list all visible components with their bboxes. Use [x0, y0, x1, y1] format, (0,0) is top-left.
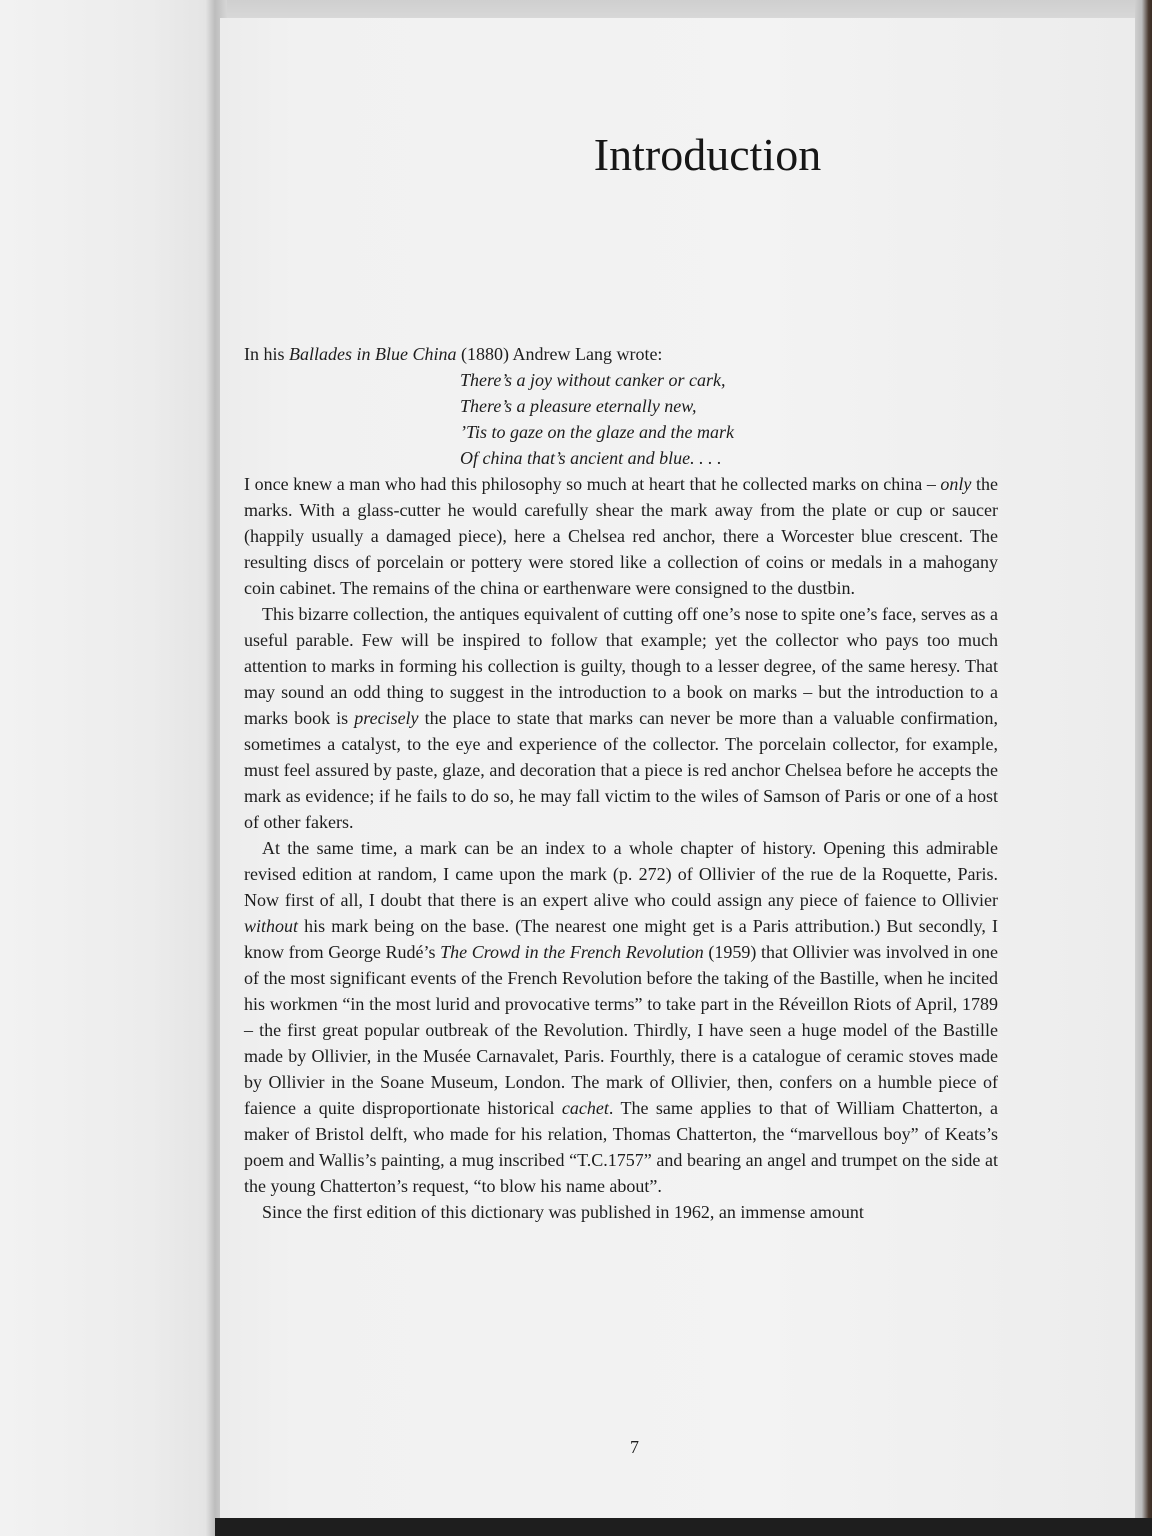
- text-run: At the same time, a mark can be an index to a whole chapter of history. Opening this admirable revised edition at random, I came upon the mark (p. 272) of Ollivier of the rue de la Roquette, Paris. Now first of all, I doubt that there is an expert alive who could assign any piece of faience to Ollivier: [244, 838, 998, 910]
- text-run: the marks. With a glass-cutter he would carefully shear the mark away from the plate or cup or saucer (happily usually a damaged piece), here a Chelsea red anchor, there a Worcester blue crescent. The resulting discs of porcelain or pottery were stored like a collection of coins or medals in a mahogany coin cabinet. The remains of the china or earthenware were consigned to the dustbin.: [244, 474, 998, 598]
- italic-run: only: [940, 474, 972, 494]
- poem-line: There’s a joy without canker or cark,: [460, 370, 726, 390]
- text-run: his mark being on the base. (The nearest one might get is a Paris attribution.) But secondly, I know from George Rudé’s: [244, 916, 998, 962]
- poem: [460, 367, 998, 471]
- intro-text: In his: [244, 344, 289, 364]
- italic-run: cachet: [561, 1098, 609, 1118]
- poem-line: Of china that’s ancient and blue. . . .: [460, 448, 722, 468]
- text-run: This bizarre collection, the antiques equivalent of cutting off one’s nose to spite one’s face, serves as a useful parable. Few will be inspired to follow that example; yet the collector who pays too much attention to marks in forming his collection is guilty, though to a lesser degree, of the same heresy. That may sound an odd thing to suggest in the introduction to a book on marks – but the introduction to a marks book is: [244, 604, 998, 728]
- body-text: [244, 341, 998, 1225]
- left-page: [0, 0, 215, 1536]
- paragraph-4: [244, 1199, 998, 1225]
- book-title: Ballades in Blue China: [289, 344, 457, 364]
- page-edge: [1135, 0, 1152, 1536]
- text-run: (1959) that Ollivier was involved in one of the most significant events of the French Revolution before the taking of the Bastille, when he incited his workmen “in the most lurid and provocative terms” to take part in the Réveillon Riots of April, 1789 – the first great popular outbreak of the Revolution. Thirdly, I have seen a huge model of the Bastille made by Ollivier, in the Musée Carnavalet, Paris. Fourthly, there is a catalogue of ceramic stoves made by Ollivier in the Soane Museum, London. The mark of Ollivier, then, confers on a humble piece of faience a quite disproportionate historical: [244, 942, 998, 1118]
- paragraph-3: [244, 835, 998, 1199]
- italic-run: without: [244, 916, 299, 936]
- italic-run: precisely: [354, 708, 419, 728]
- text-run: . The same applies to that of William Chatterton, a maker of Bristol delft, who made for his relation, Thomas Chatterton, the “marvellous boy” of Keats’s poem and Wallis’s painting, a mug inscribed “T.C.1757” and bearing an angel and trumpet on the side at the young Chatterton’s request, “to blow his name about”.: [244, 1098, 999, 1196]
- bottom-edge: [215, 1518, 1152, 1536]
- italic-run: The Crowd in the French Revolution: [440, 942, 704, 962]
- intro-line: [244, 341, 998, 367]
- text-run: the place to state that marks can never be more than a valuable confirmation, sometimes a catalyst, to the eye and experience of the collector. The porcelain collector, for example, must feel assured by paste, glaze, and decoration that a piece is red anchor Chelsea before he accepts the mark as evidence; if he fails to do so, he may fall victim to the wiles of Samson of Paris or one of a host of other fakers.: [244, 708, 998, 832]
- book-page: [220, 18, 1135, 1518]
- poem-line: ’Tis to gaze on the glaze and the mark: [460, 422, 734, 442]
- page-number: 7: [630, 1437, 639, 1457]
- text-run: Since the first edition of this dictionary was published in 1962, an immense amount: [262, 1202, 864, 1222]
- intro-text: (1880) Andrew Lang wrote:: [456, 344, 663, 364]
- poem-line: There’s a pleasure eternally new,: [460, 396, 697, 416]
- text-run: I once knew a man who had this philosophy so much at heart that he collected marks on china –: [244, 474, 941, 494]
- paragraph-1: [244, 471, 998, 601]
- paragraph-2: [244, 601, 998, 835]
- page-title: Introduction: [593, 129, 822, 180]
